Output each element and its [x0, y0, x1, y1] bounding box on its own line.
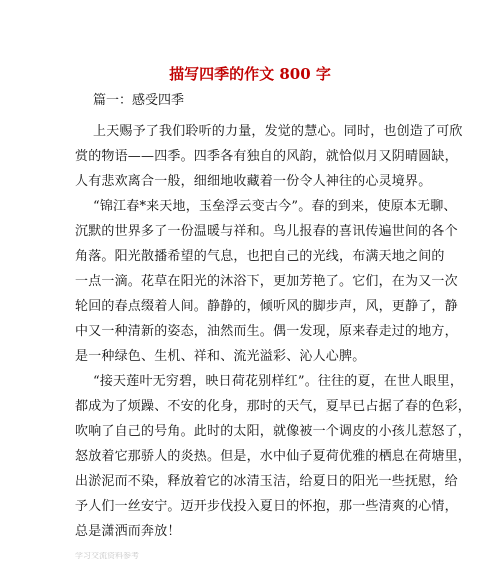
- paragraph-line: 都成为了烦躁、不安的化身，那时的天气，夏早已占据了春的色彩，: [75, 399, 472, 414]
- document-title: 描写四季的作文 800 字: [169, 65, 331, 83]
- paragraph-line: 怒放着它那骄人的炎热。但是，水中仙子夏荷优雅的栖息在荷塘里，: [75, 449, 472, 464]
- paragraph-line: “锦江春*来天地，玉垒浮云变古今”。春的到来，使原本无聊、: [93, 199, 457, 214]
- paragraph-line: 中又一种清新的姿态，油然而生。偶一发现，原来春走过的地方，: [75, 324, 458, 339]
- paragraph-line: 沉默的世界多了一份温暖与祥和。鸟儿报春的喜讯传遍世间的各个: [75, 224, 458, 239]
- paragraph-line: 予人们一丝安宁。迈开步伐投入夏日的怀抱，那一些清爽的心情，: [75, 499, 458, 514]
- paragraph-line: 上天赐予了我们聆听的力量，发觉的慧心。同时，也创造了可欣: [93, 124, 463, 139]
- paragraph-line: “接天莲叶无穷碧，映日荷花别样红”。往往的夏，在世人眼里，: [93, 374, 464, 389]
- paragraph-line: 吹响了自己的号角。此时的太阳，就像被一个调皮的小孩儿惹怒了，: [75, 424, 472, 439]
- paragraph-line: 赏的物语——四季。四季各有独自的风韵，就恰似月又阴晴圆缺，: [75, 149, 458, 164]
- paragraph-line: 出淤泥而不染，释放着它的冰清玉洁，给夏日的阳光一些抚慰，给: [75, 474, 458, 489]
- paragraph-line: 人有悲欢离合一般，细细地收藏着一份令人神往的心灵境界。: [75, 174, 432, 189]
- paragraph-line: 总是潇洒而奔放！: [75, 524, 181, 539]
- paragraph-line: 轮回的春点缀着人间。静静的，倾听风的脚步声，风，更静了，静: [75, 299, 458, 314]
- paragraph-line: 一点一滴。花草在阳光的沐浴下，更加芳艳了。它们，在为又一次: [75, 274, 458, 289]
- footer-hint: 学习交流资料参考: [75, 552, 139, 560]
- paragraph-line: 角落。阳光散播希望的气息，也把自己的光线，布满天地之间的: [75, 249, 445, 264]
- section-label: 篇一：感受四季: [93, 93, 185, 108]
- paragraph-line: 是一种绿色、生机、祥和、流光溢彩、沁人心脾。: [75, 349, 366, 364]
